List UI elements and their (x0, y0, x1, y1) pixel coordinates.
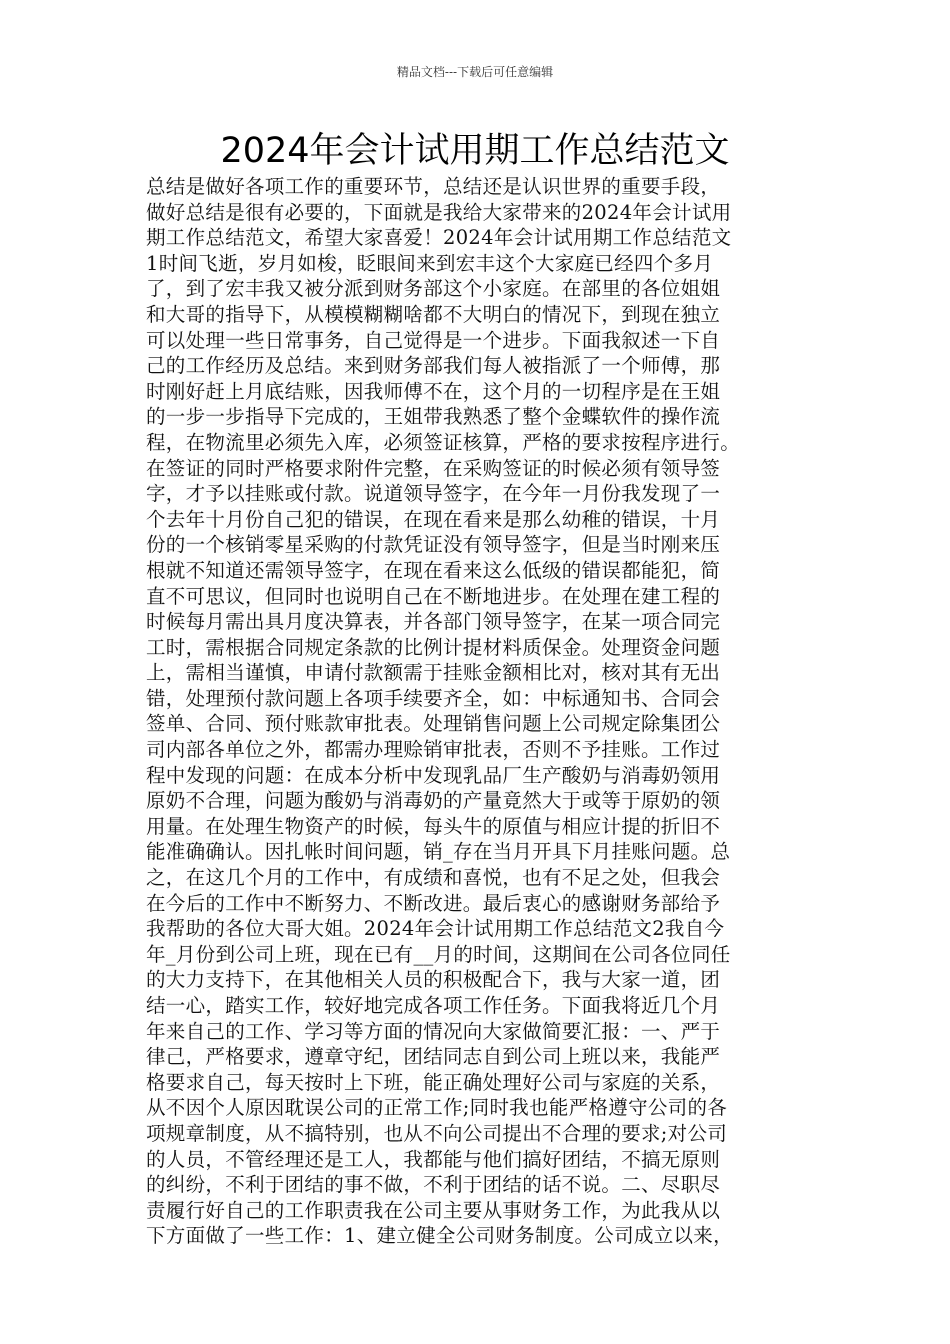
body-line: 下方面做了一些工作：1、建立健全公司财务制度。公司成立以来， (146, 1224, 733, 1248)
body-line: 能准确确认。因扎帐时间问题，销_存在当月开具下月挂账问题。总 (146, 840, 731, 864)
body-line: 律己，严格要求，遵章守纪，团结同志自到公司上班以来，我能严 (146, 1045, 721, 1069)
body-line: 签单、合同、预付账款审批表。处理销售问题上公司规定除集团公 (146, 712, 721, 736)
body-line: 司内部各单位之外，都需办理赊销审批表，否则不予挂账。工作过 (146, 738, 721, 762)
body-line: 原奶不合理，问题为酸奶与消毒奶的产量竟然大于或等于原奶的领 (146, 789, 721, 813)
body-line: 和大哥的指导下，从模模糊糊啥都不大明白的情况下，到现在独立 (146, 302, 721, 326)
body-line: 上，需相当谨慎，申请付款额需于挂账金额相比对，核对其有无出 (146, 661, 721, 685)
body-line: 个去年十月份自己犯的错误，在现在看来是那么幼稚的错误，十月 (146, 507, 721, 531)
body-line: 的一步一步指导下完成的，王姐带我熟悉了整个金蝶软件的操作流 (146, 405, 721, 429)
body-line: 程，在物流里必须先入库，必须签证核算，严格的要求按程序进行。 (146, 430, 741, 454)
page-title: 2024年会计试用期工作总结范文 (220, 131, 730, 171)
body-line: 在签证的同时严格要求附件完整，在采购签证的时候必须有领导签 (146, 456, 721, 480)
body-line: 年_月份到公司上班，现在已有__月的时间，这期间在公司各位同任 (146, 942, 731, 966)
body-line: 我帮助的各位大哥大姐。2024年会计试用期工作总结范文2我自今 (146, 917, 725, 941)
body-line: 根就不知道还需领导签字，在现在看来这么低级的错误都能犯，简 (146, 558, 721, 582)
body-line: 在今后的工作中不断努力、不断改进。最后衷心的感谢财务部给予 (146, 891, 721, 915)
body-line: 年来自己的工作、学习等方面的情况向大家做简要汇报：一、严于 (146, 1019, 721, 1043)
body-line: 之，在这几个月的工作中，有成绩和喜悦，也有不足之处，但我会 (146, 866, 721, 890)
body-line: 程中发现的问题：在成本分析中发现乳品厂生产酸奶与消毒奶领用 (146, 763, 721, 787)
body-line: 期工作总结范文，希望大家喜爱！2024年会计试用期工作总结范文 (146, 226, 732, 250)
body-line: 的人员，不管经理还是工人，我都能与他们搞好团结，不搞无原则 (146, 1147, 721, 1171)
body-line: 己的工作经历及总结。来到财务部我们每人被指派了一个师傅，那 (146, 354, 721, 378)
body-line: 的纠纷，不利于团结的事不做，不利于团结的话不说。二、尽职尽 (146, 1173, 721, 1197)
body-line: 可以处理一些日常事务，自己觉得是一个进步。下面我叙述一下自 (146, 328, 721, 352)
body-line: 项规章制度，从不搞特别，也从不向公司提出不合理的要求;对公司 (146, 1121, 728, 1145)
body-line: 份的一个核销零星采购的付款凭证没有领导签字，但是当时刚来压 (146, 533, 721, 557)
body-line: 直不可思议，但同时也说明自己在不断地进步。在处理在建工程的 (146, 584, 721, 608)
body-line: 1时间飞逝，岁月如梭，眨眼间来到宏丰这个大家庭已经四个多月 (146, 251, 714, 275)
body-line: 结一心，踏实工作，较好地完成各项工作任务。下面我将近几个月 (146, 994, 721, 1017)
body-line: 字，才予以挂账或付款。说道领导签字，在今年一月份我发现了一 (146, 482, 721, 506)
body-line: 总结是做好各项工作的重要环节，总结还是认识世界的重要手段， (146, 175, 721, 198)
body-line: 了，到了宏丰我又被分派到财务部这个小家庭。在部里的各位姐姐 (146, 277, 721, 301)
body-line: 的大力支持下，在其他相关人员的积极配合下，我与大家一道，团 (146, 968, 721, 992)
body-line: 时刚好赶上月底结账，因我师傅不在，这个月的一切程序是在王姐 (146, 379, 721, 403)
body-line: 格要求自己，每天按时上下班，能正确处理好公司与家庭的关系， (146, 1070, 721, 1094)
body-line: 责履行好自己的工作职责我在公司主要从事财务工作，为此我从以 (146, 1198, 721, 1222)
body-line: 工时，需根据合同规定条款的比例计提材料质保金。处理资金问题 (146, 635, 721, 659)
body-line: 用量。在处理生物资产的时候，每头牛的原值与相应计提的折旧不 (146, 814, 721, 838)
body-line: 从不因个人原因耽误公司的正常工作;同时我也能严格遵守公司的各 (146, 1096, 728, 1120)
document-body (146, 174, 806, 1249)
body-line: 做好总结是很有必要的，下面就是我给大家带来的2024年会计试用 (146, 200, 732, 224)
body-line: 错，处理预付款问题上各项手续要齐全，如：中标通知书、合同会 (146, 686, 721, 710)
body-line: 时候每月需出具月度决算表，并各部门领导签字，在某一项合同完 (146, 610, 721, 634)
page-header-note: 精品文档---下载后可任意编辑 (396, 65, 554, 79)
